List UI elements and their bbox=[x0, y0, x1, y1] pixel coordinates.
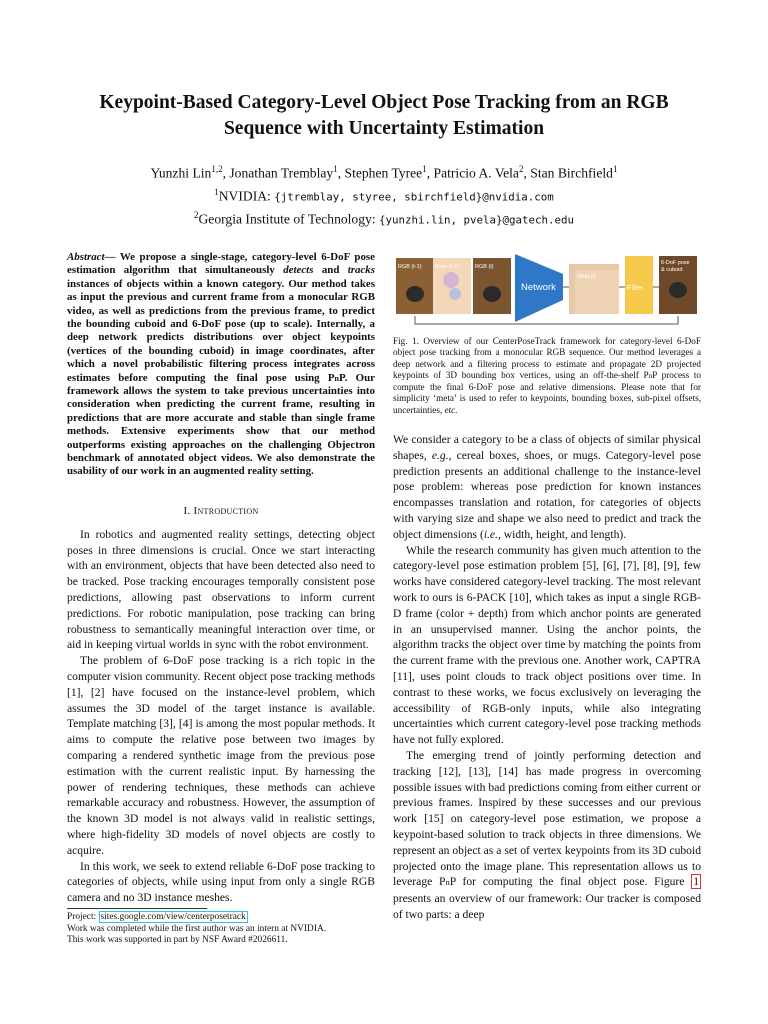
label-meta-cur: Meta (t) bbox=[577, 274, 596, 280]
label-filter: Filter bbox=[627, 283, 644, 292]
abstract-text: and bbox=[313, 264, 348, 277]
section-heading bbox=[67, 505, 375, 517]
paragraph: While the research community has given much attention to the category-level pose estimation problem [5], [6], [7], [8], [9], few works have considered category-level tracking. The most relevant work to ours is 6-PACK [10], which takes as input a single RGB-D frame (color + depth) from which anchor points are generated in an unsupervised manner. Using the anchor points, the algorithm tracks the object over time by matching the points from the current frame with the previous one. Another work, CAPTRA [11], uses point clouds to track object positions over time. In contrast to these works, we focus exclusively on leveraging the accessibility of RGB-only inputs, while also integrating uncertainties which current category-level pose tracking methods have not fully explored. bbox=[393, 543, 701, 747]
pnp-subscript: n bbox=[648, 371, 653, 380]
right-column bbox=[393, 250, 701, 923]
affiliation-name: NVIDIA: bbox=[218, 188, 275, 204]
affiliation-mark: 2 bbox=[193, 210, 199, 221]
framework-diagram bbox=[393, 250, 701, 326]
author-block bbox=[40, 160, 728, 230]
author-affiliation-mark: 1,2 bbox=[211, 164, 223, 174]
author-affiliation-mark: 1 bbox=[422, 164, 427, 174]
object-silhouette bbox=[483, 286, 501, 302]
left-column bbox=[67, 240, 375, 906]
label-rgb-cur: RGB (t) bbox=[475, 264, 494, 270]
paragraph: In robotics and augmented reality settings, detecting object poses in three dimensions is crucial. Once we start interacting with an environment, objects that have been detected also need to be tracked. Pose tracking encourages temporally consistent pose predictions, allowing past observations to inform current predictions. For robotic manipulation, pose tracking can bring robustness to semantically meaningful interaction over time, or aid in keeping virtual worlds in sync with the robot environment. bbox=[67, 527, 375, 652]
pnp-subscript: n bbox=[445, 877, 450, 888]
affiliation-name: Georgia Institute of Technology: bbox=[198, 211, 379, 227]
caption-etc: etc. bbox=[444, 404, 458, 415]
text-run: We consider a category to be a class of objects of similar physical shapes, bbox=[393, 433, 701, 462]
author-name: Yunzhi Lin bbox=[150, 165, 212, 181]
paragraph bbox=[393, 432, 701, 543]
affiliation-emails: {yunzhi.lin, pvela}@gatech.edu bbox=[379, 213, 575, 227]
label-network: Network bbox=[521, 282, 556, 293]
text-emph: e.g. bbox=[431, 448, 449, 462]
text-run: width, height, and length). bbox=[500, 527, 627, 541]
object-silhouette bbox=[669, 282, 687, 298]
abstract-label: Abstract bbox=[67, 250, 105, 263]
caption-label: Fig. 1. bbox=[393, 336, 419, 346]
label-output-1: 6-DoF pose bbox=[661, 260, 690, 266]
footnote-label: Project: bbox=[67, 912, 99, 922]
author-affiliation-mark: 2 bbox=[518, 164, 524, 174]
keypoint-heat bbox=[449, 288, 461, 300]
caption-text: Overview of our CenterPoseTrack framework for category-level 6-DoF object pose tracking from a monocular RGB sequence. Our method leverages a deep network and a filtering process to estimate and propagate 2D projected keypoints of 3D bounding box vertices, using an off-the-shelf P bbox=[393, 336, 701, 380]
abstract-emph: detects bbox=[283, 264, 314, 277]
object-silhouette bbox=[406, 286, 424, 302]
author-name: Stephen Tyree bbox=[344, 165, 423, 181]
paragraph: The problem of 6-DoF pose tracking is a rich topic in the computer vision community. Recent object pose tracking methods [1], [2] have focused on the instance-level problem, which assumes the 3D model of the target instance is available. Template matching [3], [4] is among the most popular methods. It aims to compute the relative pose between two images by comparing a rendered synthetic image from the previous pose estimation with the current realistic input. By harnessing the power of rendering techniques, these methods can achieve remarkable accuracy and robustness. However, the assumption of the known 3D model is not always valid in realistic settings, where high-fidelity 3D models of novel objects are costly to acquire. bbox=[67, 654, 375, 857]
text-run: P for computing the final object pose. Figure bbox=[449, 875, 692, 889]
paragraph bbox=[393, 748, 701, 923]
label-output-2: & cuboid bbox=[661, 267, 683, 273]
project-link[interactable]: sites.google.com/view/centerposetrack bbox=[100, 912, 246, 922]
author-name: Jonathan Tremblay bbox=[229, 165, 334, 181]
title-line-1: Keypoint-Based Category-Level Object Pose Tracking from an RGB bbox=[99, 92, 669, 113]
author-name: Patricio A. Vela bbox=[433, 165, 519, 181]
footnote-funding: This work was supported in part by NSF Award #2026611. bbox=[67, 935, 288, 945]
section-number: I. bbox=[183, 504, 194, 517]
abstract bbox=[67, 251, 375, 479]
caption-text: P process to compute the final 6-DoF pose and relative dimensions. Please note that for simplicity ‘meta’ is used to refer to keypoints, bounding boxes, sub-pixel offsets, uncertainties, bbox=[393, 369, 702, 415]
paragraph: In this work, we seek to extend reliable 6-DoF pose tracking to categories of objects, while using input from only a single RGB camera and no 3D instance meshes. bbox=[67, 859, 375, 905]
footnote-project bbox=[67, 912, 375, 924]
abstract-text: instances of objects within a known category. Our method takes as input the previous and current frame from a monocular RGB video, as well as predictions from the previous frame, to predict the bounding cuboid and 6-DoF pose (up to scale). Internally, a deep network predicts distributions over object keypoints (vertices of the bounding cuboid) in image coordinates, after which a novel probabilistic filtering process integrates across estimates before computing the final pose using P bbox=[67, 277, 375, 384]
footnote-intern: Work was completed while the first author was an intern at NVIDIA. bbox=[67, 923, 327, 934]
text-emph: i.e., bbox=[483, 527, 501, 541]
paper-title bbox=[60, 90, 708, 142]
author-affiliation-mark: 1 bbox=[612, 164, 618, 174]
figure-caption bbox=[393, 336, 701, 416]
author-affiliation-mark: 1 bbox=[333, 164, 338, 174]
figure-ref-link[interactable]: 1 bbox=[693, 875, 699, 889]
keypoint-heat bbox=[443, 272, 459, 288]
text-run: , cereal boxes, shoes, or mugs. Category-level pose prediction presents an additional challenge to the instance-level pose problem: whereas pose prediction for known instances encompasses translation and rotation, for categories of objects with varying size and shape we also need to predict and track the object dimensions ( bbox=[393, 448, 701, 541]
affiliation-nvidia bbox=[40, 183, 728, 207]
label-meta-prev: Meta (t-1) bbox=[435, 264, 459, 270]
text-run: presents an overview of our framework: Our tracker is composed of two parts: a deep bbox=[393, 892, 701, 921]
footnotes bbox=[67, 912, 375, 947]
pnp-subscript: n bbox=[334, 373, 339, 383]
affiliation-emails: {jtremblay, styree, sbirchfield}@nvidia.com bbox=[274, 190, 554, 204]
feedback-arrow bbox=[415, 316, 678, 324]
affiliation-mark: 1 bbox=[214, 186, 219, 197]
affiliation-gatech bbox=[40, 206, 728, 230]
abstract-emph: tracks bbox=[347, 264, 375, 277]
author-list: Yunzhi Lin$^{1,2}$, Jonathan Tremblay$^1$, Stephen Tyree$^1$, Patricio A. Vela$^2$, Stan Birchfield$^1$ bbox=[150, 164, 618, 181]
overview-figure bbox=[393, 250, 701, 326]
label-rgb-prev: RGB (t-1) bbox=[398, 264, 422, 270]
section-title: Introduction bbox=[193, 504, 259, 517]
author-name: Stan Birchfield bbox=[530, 165, 613, 181]
text-run: The emerging trend of jointly performing detection and tracking [12], [13], [14] has made progress in overcoming possible issues with bad predictions coming from either current or previous frames. Inspired by these successes and our previous work [15] on category-level pose estimation, we propose a keypoint-based solution to track objects in three dimensions. We represent an object as a set of vertex keypoints from its 3D cuboid projected onto the image plane. This representation allows us to leverage P bbox=[393, 749, 701, 889]
title-line-2: Sequence with Uncertainty Estimation bbox=[223, 118, 545, 139]
abstract-text: We propose a single-stage, category-level 6-DoF pose estimation algorithm that simultaneously bbox=[67, 250, 376, 277]
abstract-text: P. Our framework allows the system to take previous uncertainties into consideration when predicting the current frame, resulting in predictions that are more accurate and stable than single frame methods. Extensive experiments show that our method outperforms existing approaches on the challenging Objectron benchmark of annotated object videos. We also demonstrate the usability of our work in an augmented reality setting. bbox=[67, 371, 375, 478]
abstract-dash: — bbox=[104, 250, 120, 263]
